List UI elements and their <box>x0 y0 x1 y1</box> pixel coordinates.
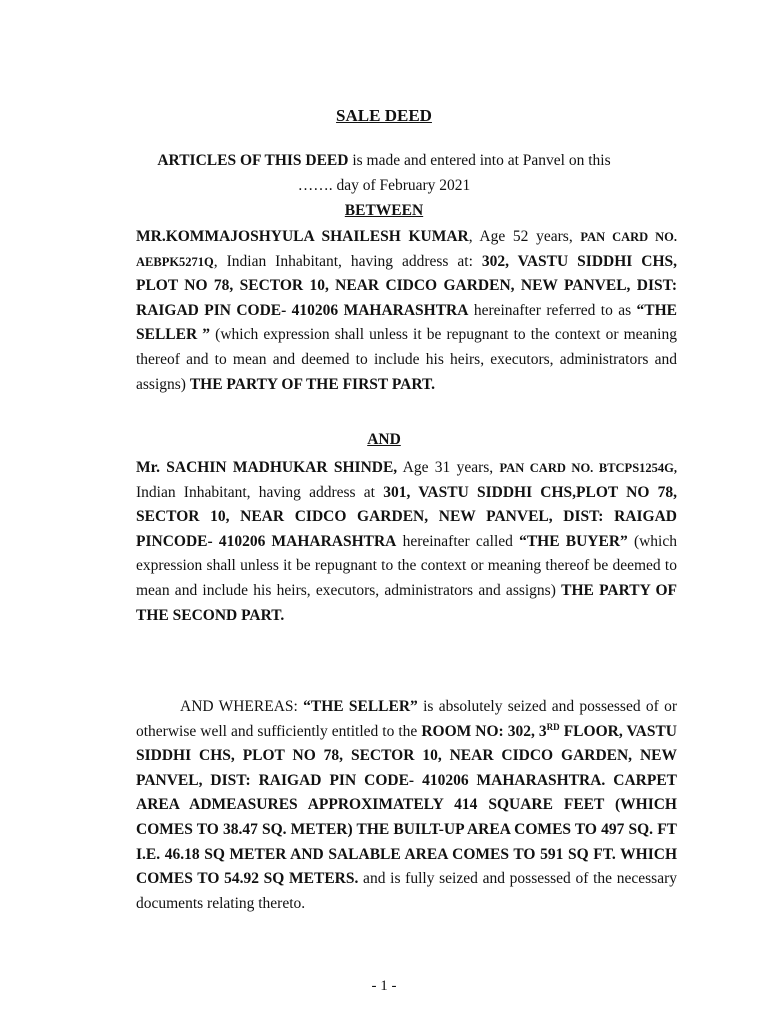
buyer-name: Mr. SACHIN MADHUKAR SHINDE, <box>136 459 398 476</box>
seller-text-1: , Indian Inhabitant, having address at: <box>213 252 482 270</box>
intro-rest: is made and entered into at Panvel on this <box>348 152 611 169</box>
buyer-paragraph <box>136 456 677 628</box>
whereas-text-1: is absolutely seized and possessed of or otherwise well and sufficiently entitled to the <box>136 698 677 740</box>
buyer-text-1: Indian Inhabitant, having address at <box>136 483 384 501</box>
seller-text-3: (which expression shall unless it be repugnant to the context or meaning thereof and to mean and deemed to include his heirs, executors, administrators and assigns) <box>136 326 677 393</box>
buyer-text-3: (which expression shall unless it be repugnant to the context or meaning thereof be deemed to mean and include his heirs, executors, administrators and assigns) <box>136 532 677 599</box>
intro-lead: ARTICLES OF THIS DEED <box>157 152 349 169</box>
buyer-pan: PAN CARD NO. BTCPS1254G, <box>499 461 677 475</box>
seller-name: MR.KOMMAJOSHYULA SHAILESH KUMAR <box>136 228 469 245</box>
document-title: SALE DEED <box>336 106 432 125</box>
buyer-age: Age 31 years, <box>397 459 500 476</box>
seller-address: 302, VASTU SIDDHI CHS, PLOT NO 78, SECTOR 10, NEAR CIDCO GARDEN, NEW PANVEL, DIST: RAIGAD PIN CODE- 410206 MAHARASHTRA <box>136 252 677 319</box>
between-heading: BETWEEN <box>344 202 424 219</box>
whereas-role: “THE SELLER” <box>303 698 418 715</box>
seller-paragraph <box>136 225 677 397</box>
seller-role: “THE SELLER ” <box>136 301 677 344</box>
buyer-party: THE PARTY OF THE SECOND PART. <box>136 581 677 624</box>
seller-text-2: hereinafter referred to as <box>468 301 637 319</box>
intro-line-2: ……. day of February 2021 <box>297 177 471 194</box>
whereas-text-2: and is fully seized and possessed of the necessary documents relating thereto. <box>136 870 677 912</box>
page-number: - 1 - <box>371 978 397 994</box>
ordinal-superscript: RD <box>546 721 560 732</box>
and-separator: AND <box>367 431 401 448</box>
seller-age: , Age 52 years, <box>468 228 581 245</box>
property-description: FLOOR, VASTU SIDDHI CHS, PLOT NO 78, SECTOR 10, NEAR CIDCO GARDEN, NEW PANVEL, DIST: RAIGAD PIN CODE- 410206 MAHARASHTRA. CARPET AREA ADMEASURES APPROXIMATELY 414 SQUARE FEET (WHICH COMES TO 38.47 SQ. METER) THE BUILT-UP AREA COMES TO 497 SQ. FT I.E. 46.18 SQ METER AND SALABLE AREA COMES TO 591 SQ FT. WHICH COMES TO 54.92 SQ METERS. <box>136 722 677 888</box>
buyer-text-2: hereinafter called <box>396 532 520 550</box>
whereas-lead: AND WHEREAS: <box>180 698 304 715</box>
property-room: ROOM NO: 302, 3 <box>421 722 547 740</box>
buyer-address: 301, VASTU SIDDHI CHS,PLOT NO 78, SECTOR 10, NEAR CIDCO GARDEN, NEW PANVEL, DIST: RAIGAD PINCODE- 410206 MAHARASHTRA <box>136 483 678 550</box>
seller-pan: PAN CARD NO. AEBPK5271Q <box>136 230 678 269</box>
seller-party: THE PARTY OF THE FIRST PART. <box>189 375 436 393</box>
whereas-paragraph <box>136 695 677 916</box>
intro-line-1 <box>0 152 768 170</box>
buyer-role: “THE BUYER” <box>519 532 628 550</box>
